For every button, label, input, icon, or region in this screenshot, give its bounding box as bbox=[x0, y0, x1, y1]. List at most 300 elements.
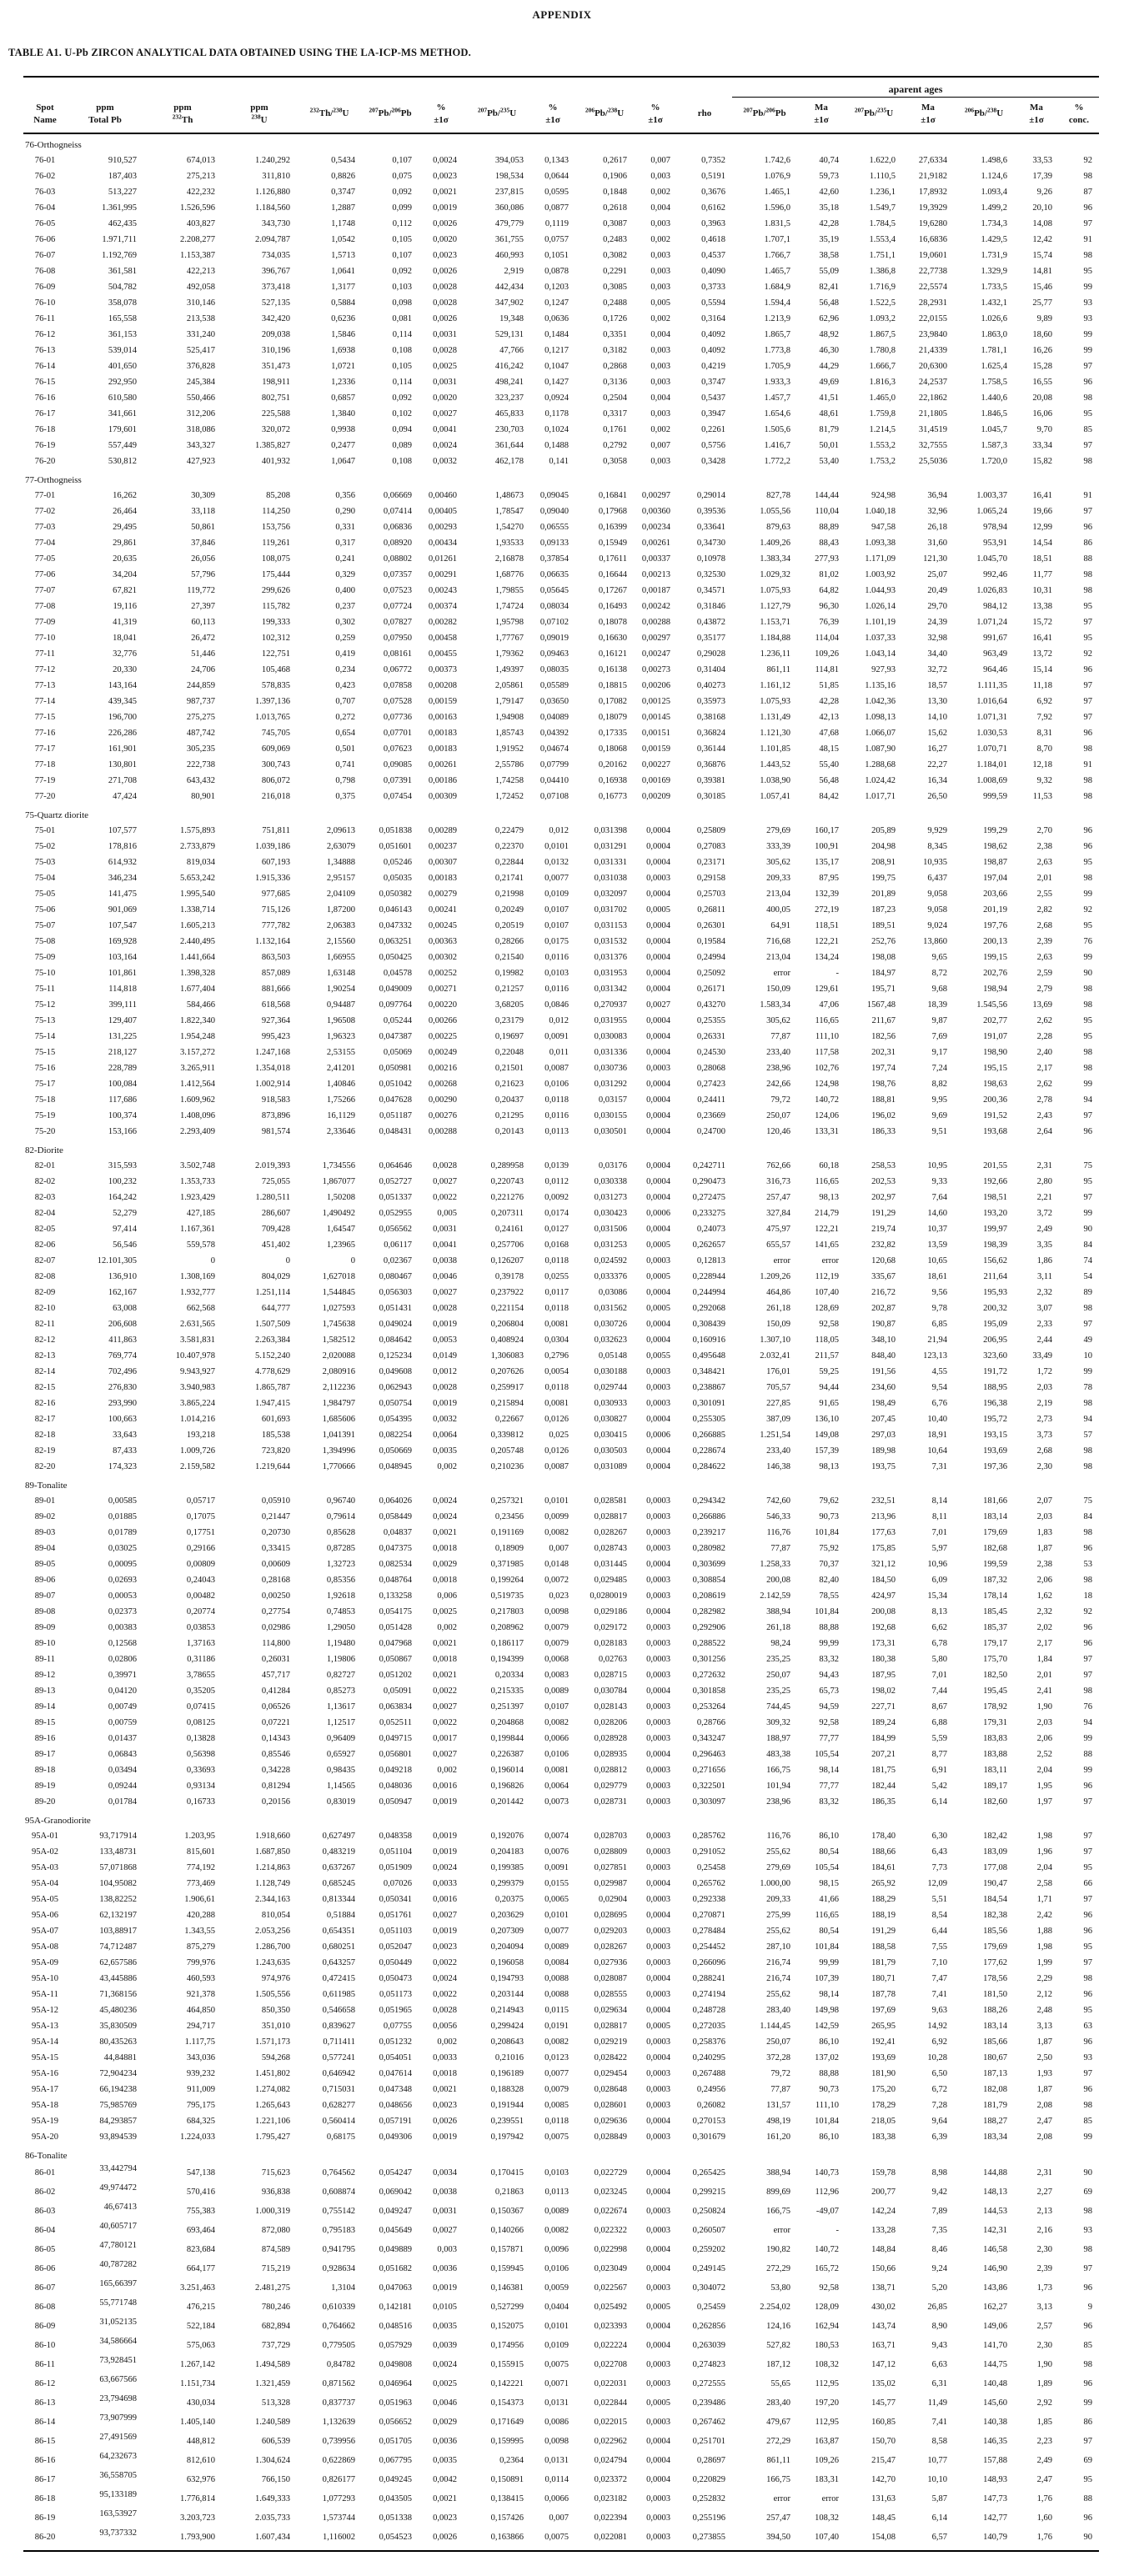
cell: 8,11 bbox=[932, 1511, 947, 1521]
cell: 59,25 bbox=[819, 1366, 839, 1376]
cell: 1.687,850 bbox=[255, 1847, 290, 1857]
cell: 0,2504 bbox=[603, 393, 627, 403]
cell: 0,09019 bbox=[539, 633, 569, 643]
cell: 3.157,272 bbox=[180, 1047, 215, 1057]
table-row bbox=[23, 823, 1099, 839]
cell: 1,867077 bbox=[322, 1176, 355, 1186]
cell: 195,45 bbox=[983, 1686, 1007, 1696]
cell: 179,17 bbox=[983, 1638, 1007, 1648]
cell: 341,661 bbox=[108, 408, 137, 418]
cell: 100,374 bbox=[108, 1110, 137, 1120]
cell: 2,63079 bbox=[326, 841, 355, 851]
cell: 1.013,765 bbox=[255, 712, 290, 722]
cell: 216,74 bbox=[766, 1957, 790, 1967]
cell: 0,051838 bbox=[379, 825, 412, 835]
cell: 114,818 bbox=[108, 984, 137, 994]
cell: 0,0131 bbox=[544, 2398, 569, 2408]
cell: 101,94 bbox=[766, 1781, 790, 1791]
cell: 250,07 bbox=[766, 2037, 790, 2047]
cell: 143,74 bbox=[871, 2321, 896, 2331]
cell: 0,022708 bbox=[594, 2359, 627, 2369]
cell: 16,06 bbox=[1032, 408, 1052, 418]
cell: 1.507,509 bbox=[255, 1319, 290, 1329]
section-label: 75-Quartz diorite bbox=[25, 809, 89, 820]
cell: 0,03086 bbox=[598, 1287, 627, 1297]
cell: 1,34888 bbox=[326, 857, 355, 867]
cell: 105,468 bbox=[261, 664, 290, 674]
cell: 190,82 bbox=[766, 2244, 790, 2254]
cell: 20,635 bbox=[113, 554, 137, 564]
cell: 79,72 bbox=[770, 2068, 790, 2078]
cell: 3,73 bbox=[1036, 1430, 1052, 1440]
cell: 0,04120 bbox=[108, 1686, 137, 1696]
cell: 0,1488 bbox=[544, 440, 569, 450]
cell: 9,26 bbox=[1036, 187, 1052, 197]
cell: 742,60 bbox=[766, 1496, 790, 1506]
cell: 10,96 bbox=[927, 1559, 947, 1569]
cell: 1,19480 bbox=[326, 1638, 355, 1648]
cell: 187,95 bbox=[871, 1670, 896, 1680]
cell: 315,593 bbox=[108, 1160, 137, 1170]
cell: 0,063251 bbox=[379, 936, 412, 946]
cell: 2,63 bbox=[1036, 857, 1052, 867]
cell: 1.338,714 bbox=[180, 905, 215, 915]
cell: 0,299424 bbox=[490, 2021, 524, 2031]
cell: 0,00759 bbox=[108, 1717, 137, 1727]
cell: 7,55 bbox=[931, 1942, 947, 1952]
cell: 1,19806 bbox=[326, 1654, 355, 1664]
table-row bbox=[23, 1364, 1099, 1380]
cell: 0,005 bbox=[650, 298, 670, 308]
cell: 0,39178 bbox=[494, 1271, 524, 1281]
cell: 0,022394 bbox=[594, 2513, 627, 2523]
cell: 0,0404 bbox=[544, 2302, 569, 2312]
cell: 0,0032 bbox=[433, 456, 457, 466]
spot-name: 89-08 bbox=[34, 1606, 56, 1616]
cell: 99 bbox=[1083, 1765, 1092, 1775]
cell: 0,299379 bbox=[490, 1878, 524, 1888]
cell: 98 bbox=[1083, 1000, 1092, 1010]
cell: 0,764562 bbox=[322, 2168, 355, 2178]
table-row bbox=[23, 997, 1099, 1013]
cell: 0,050341 bbox=[379, 1894, 412, 1904]
cell: 0,35177 bbox=[696, 633, 725, 643]
cell: 1,79147 bbox=[494, 696, 524, 706]
cell: 0,0098 bbox=[544, 1606, 569, 1616]
cell: 1.037,33 bbox=[865, 633, 896, 643]
table-section bbox=[23, 1810, 1099, 2145]
cell: 0,030933 bbox=[594, 1398, 627, 1408]
cell: 0,0091 bbox=[544, 1031, 569, 1041]
cell: 0,0003 bbox=[646, 1733, 670, 1743]
cell: 99 bbox=[1083, 1733, 1092, 1743]
cell: 0,00293 bbox=[428, 522, 457, 532]
table-row bbox=[23, 1045, 1099, 1060]
cell: 0,003 bbox=[650, 377, 670, 387]
cell: 0,0041 bbox=[433, 1240, 457, 1250]
cell: 0,31846 bbox=[696, 601, 725, 611]
cell: 261,18 bbox=[766, 1303, 790, 1313]
cell: 2.733,879 bbox=[180, 841, 215, 851]
cell: 416,242 bbox=[494, 361, 524, 371]
cell: 0,028731 bbox=[594, 1797, 627, 1807]
cell: 19,66 bbox=[1032, 506, 1052, 516]
cell: 1.184,560 bbox=[255, 203, 290, 213]
spot-name: 75-09 bbox=[34, 952, 56, 962]
cell: 99 bbox=[1083, 2398, 1092, 2408]
cell: 192,41 bbox=[871, 2037, 896, 2047]
cell: 10,40 bbox=[927, 1414, 947, 1424]
cell: 1.867,5 bbox=[869, 329, 896, 339]
cell: 0,795183 bbox=[322, 2225, 355, 2235]
cell: 77,77 bbox=[819, 1733, 839, 1743]
spot-name: 89-01 bbox=[34, 1496, 56, 1506]
cell: 0,495648 bbox=[692, 1351, 725, 1361]
cell: 0,208619 bbox=[692, 1591, 725, 1601]
cell: 0,00151 bbox=[641, 728, 670, 738]
cell: 16,26 bbox=[1032, 345, 1052, 355]
table-row bbox=[23, 2528, 1099, 2547]
cell: 20,49 bbox=[927, 585, 947, 595]
cell: 0,5756 bbox=[701, 440, 725, 450]
cell: 1.093,2 bbox=[869, 313, 896, 323]
cell: 183,14 bbox=[983, 1511, 1007, 1521]
cell: 1.587,3 bbox=[981, 440, 1007, 450]
cell: 0,0021 bbox=[433, 187, 457, 197]
column-header: $^{207}$Pb/$^{235}$U bbox=[477, 106, 517, 119]
cell: 0,98435 bbox=[326, 1765, 355, 1775]
cell: 114,800 bbox=[262, 1638, 290, 1648]
cell: 1.236,1 bbox=[869, 187, 896, 197]
cell: 9,65 bbox=[931, 952, 947, 962]
cell: 88,88 bbox=[819, 2068, 839, 2078]
spot-name: 86-20 bbox=[34, 2532, 56, 2542]
cell: 1.863,0 bbox=[981, 329, 1007, 339]
cell: 190,47 bbox=[983, 1878, 1007, 1888]
cell: 0,0036 bbox=[433, 2263, 457, 2273]
cell: 1,29050 bbox=[326, 1622, 355, 1632]
cell: 145,77 bbox=[871, 2398, 896, 2408]
cell: 47,424 bbox=[113, 791, 137, 801]
cell: 98,13 bbox=[819, 1192, 839, 1202]
cell: 0,0005 bbox=[646, 1240, 670, 1250]
cell: 147,12 bbox=[871, 2359, 896, 2369]
cell: 5,80 bbox=[931, 1654, 947, 1664]
cell: 1.385,827 bbox=[255, 440, 290, 450]
cell: 0,049009 bbox=[379, 984, 412, 994]
cell: 19,116 bbox=[113, 601, 137, 611]
cell: 1.131,49 bbox=[760, 712, 790, 722]
cell: 275,275 bbox=[186, 712, 215, 722]
cell: 9,56 bbox=[931, 1287, 947, 1297]
cell: 0,06117 bbox=[384, 1240, 412, 1250]
cell: 179,69 bbox=[983, 1527, 1007, 1537]
table-row bbox=[23, 1892, 1099, 1907]
cell: 0,051682 bbox=[379, 2263, 412, 2273]
table-row bbox=[23, 1731, 1099, 1747]
cell: 1.409,26 bbox=[760, 538, 790, 548]
table-section bbox=[23, 804, 1099, 1140]
cell: 0,029744 bbox=[594, 1382, 627, 1392]
cell: 16,55 bbox=[1032, 377, 1052, 387]
cell: 0,6857 bbox=[331, 393, 355, 403]
cell: 1.522,5 bbox=[869, 298, 896, 308]
cell: 20,330 bbox=[113, 664, 137, 674]
cell: 0,097764 bbox=[379, 1000, 412, 1010]
cell: 1,12517 bbox=[326, 1717, 355, 1727]
cell: 1.353,733 bbox=[180, 1176, 215, 1186]
cell: 84 bbox=[1083, 1240, 1092, 1250]
cell: 67,821 bbox=[113, 585, 137, 595]
cell: 0,0046 bbox=[433, 1271, 457, 1281]
spot-name: 95A-10 bbox=[31, 1973, 59, 1983]
cell: 0,02693 bbox=[108, 1575, 137, 1585]
cell: 0,00163 bbox=[428, 712, 457, 722]
cell: 180,71 bbox=[871, 1973, 896, 1983]
cell: 0,206804 bbox=[490, 1319, 524, 1329]
spot-name: 76-05 bbox=[34, 218, 56, 228]
cell: 0,272632 bbox=[692, 1670, 725, 1680]
cell: 0,0087 bbox=[544, 1063, 569, 1073]
cell: 0,304072 bbox=[692, 2283, 725, 2293]
cell: 42,13 bbox=[819, 712, 839, 722]
cell: 193,218 bbox=[186, 1430, 215, 1440]
cell: 0,204868 bbox=[490, 1717, 524, 1727]
cell: 0,0021 bbox=[433, 1527, 457, 1537]
cell: 460,593 bbox=[186, 1973, 215, 1983]
cell: 0,049218 bbox=[379, 1765, 412, 1775]
cell: 1.933,3 bbox=[764, 377, 790, 387]
cell: 0,00460 bbox=[428, 490, 457, 500]
cell: 199,97 bbox=[983, 1224, 1007, 1234]
cell: 0,94487 bbox=[326, 1000, 355, 1010]
cell: 0,25458 bbox=[696, 1862, 725, 1872]
cell: 181,50 bbox=[983, 1989, 1007, 1999]
cell: 987,737 bbox=[186, 696, 215, 706]
cell: 0,0103 bbox=[544, 2168, 569, 2178]
cell: 702,496 bbox=[108, 1366, 137, 1376]
cell: 133,48731 bbox=[99, 1847, 137, 1857]
cell: 69 bbox=[1083, 2455, 1092, 2465]
cell: 1,87 bbox=[1036, 1543, 1052, 1553]
cell: 9,78 bbox=[931, 1303, 947, 1313]
cell: 0,0255 bbox=[544, 1271, 569, 1281]
cell: 465,833 bbox=[494, 408, 524, 418]
cell: 0,228944 bbox=[692, 1271, 725, 1281]
table-row bbox=[23, 1828, 1099, 1844]
cell: 136,910 bbox=[108, 1271, 137, 1281]
cell: 213,96 bbox=[871, 1511, 896, 1521]
cell: 0,0032 bbox=[433, 1414, 457, 1424]
cell: 0,051965 bbox=[379, 2005, 412, 2015]
cell: 1.753,2 bbox=[869, 456, 896, 466]
cell: 0,0004 bbox=[646, 1047, 670, 1057]
cell: 0,0155 bbox=[544, 1878, 569, 1888]
cell: 0,0644 bbox=[544, 171, 569, 181]
cell: 0,01885 bbox=[108, 1511, 137, 1521]
cell: 0,250824 bbox=[692, 2206, 725, 2216]
cell: 0,0139 bbox=[544, 1160, 569, 1170]
cell: 881,666 bbox=[261, 984, 290, 994]
cell: 77,87 bbox=[770, 1543, 790, 1553]
cell: 0,028087 bbox=[594, 1973, 627, 1983]
cell: 921,378 bbox=[186, 1989, 215, 1999]
cell: 96 bbox=[1083, 377, 1092, 387]
table-row bbox=[23, 1332, 1099, 1348]
table-row bbox=[23, 725, 1099, 741]
cell: 1.795,427 bbox=[255, 2132, 290, 2142]
table-row bbox=[23, 374, 1099, 390]
cell: 0,003 bbox=[437, 2244, 457, 2254]
cell: 182,44 bbox=[871, 1781, 896, 1791]
cell: 462,435 bbox=[108, 218, 137, 228]
cell: 0,051428 bbox=[379, 1622, 412, 1632]
cell: 769,774 bbox=[108, 1351, 137, 1361]
cell: 0,080467 bbox=[379, 1271, 412, 1281]
cell: 186,35 bbox=[871, 1797, 896, 1807]
cell: 1.307,10 bbox=[760, 1335, 790, 1345]
cell: 10,10 bbox=[927, 2474, 947, 2484]
cell: 0,22667 bbox=[494, 1414, 524, 1424]
table-row bbox=[23, 438, 1099, 454]
cell: 0,24994 bbox=[696, 952, 725, 962]
table-row bbox=[23, 279, 1099, 295]
cell: 165,558 bbox=[108, 313, 137, 323]
cell: 179,31 bbox=[983, 1717, 1007, 1727]
cell: 166,75 bbox=[766, 2474, 790, 2484]
cell: 1,90254 bbox=[326, 984, 355, 994]
table-row bbox=[23, 1778, 1099, 1794]
cell: 2.631,565 bbox=[180, 1319, 215, 1329]
cell: 34,40 bbox=[927, 649, 947, 659]
cell: 0,0072 bbox=[544, 1575, 569, 1585]
cell: 1.075,93 bbox=[760, 696, 790, 706]
cell: 15,62 bbox=[927, 728, 947, 738]
cell: 0,029987 bbox=[594, 1878, 627, 1888]
cell: 124,06 bbox=[815, 1110, 839, 1120]
cell: 86,10 bbox=[819, 2037, 839, 2047]
cell: 0,292068 bbox=[692, 1303, 725, 1313]
cell: 136,10 bbox=[815, 1414, 839, 1424]
cell: 358,078 bbox=[108, 298, 137, 308]
cell: 145,60 bbox=[983, 2398, 1007, 2408]
spot-name: 76-03 bbox=[34, 187, 56, 197]
cell: 0,02986 bbox=[261, 1622, 290, 1632]
cell: 0,06555 bbox=[539, 522, 569, 532]
cell: 96,30 bbox=[819, 601, 839, 611]
cell: 74 bbox=[1083, 1255, 1092, 1265]
cell: 82,41 bbox=[819, 282, 839, 292]
cell: 0,0031 bbox=[433, 377, 457, 387]
cell: 0,1427 bbox=[544, 377, 569, 387]
cell: 57 bbox=[1083, 1430, 1092, 1440]
cell: 204,98 bbox=[871, 841, 896, 851]
cell: 56,546 bbox=[113, 1240, 137, 1250]
cell: 198,39 bbox=[983, 1240, 1007, 1250]
cell: 148,45 bbox=[871, 2513, 896, 2523]
cell: 0,0024 bbox=[433, 1496, 457, 1506]
cell: 55,40 bbox=[819, 759, 839, 769]
cell: 0,09463 bbox=[539, 649, 569, 659]
cell: 0,272475 bbox=[692, 1192, 725, 1202]
cell: 0,05246 bbox=[383, 857, 412, 867]
cell: 2,17 bbox=[1036, 1638, 1052, 1648]
cell: 709,428 bbox=[261, 1224, 290, 1234]
cell: 238,96 bbox=[766, 1063, 790, 1073]
cell: 202,53 bbox=[871, 1176, 896, 1186]
cell: 0,08035 bbox=[539, 664, 569, 674]
cell: 98 bbox=[1083, 2100, 1092, 2110]
cell: 1.915,336 bbox=[255, 873, 290, 883]
cell: 8,14 bbox=[931, 1496, 947, 1506]
cell: 143,86 bbox=[983, 2283, 1007, 2293]
cell: 0,08920 bbox=[383, 538, 412, 548]
spot-name: 75-05 bbox=[34, 889, 56, 899]
cell: 1,23965 bbox=[326, 1240, 355, 1250]
cell: 0,273855 bbox=[692, 2532, 725, 2542]
cell: 0,26171 bbox=[696, 984, 725, 994]
table-row bbox=[23, 2470, 1099, 2489]
cell: 202,76 bbox=[983, 968, 1007, 978]
cell: 140,73 bbox=[815, 2168, 839, 2178]
cell: 0,0022 bbox=[433, 1957, 457, 1967]
cell: 148,84 bbox=[871, 2244, 896, 2254]
cell: 464,86 bbox=[766, 1287, 790, 1297]
cell: 166,75 bbox=[766, 1765, 790, 1775]
cell: 0,21295 bbox=[494, 1110, 524, 1120]
cell: 0,96740 bbox=[326, 1496, 355, 1506]
cell: 0,254452 bbox=[692, 1942, 725, 1952]
cell: 163,71 bbox=[871, 2340, 896, 2350]
cell: 0,20249 bbox=[494, 905, 524, 915]
cell: 361,755 bbox=[494, 234, 524, 244]
cell: 0,00273 bbox=[641, 664, 670, 674]
cell: 88,88 bbox=[819, 1622, 839, 1632]
cell: 1,306083 bbox=[490, 1351, 524, 1361]
cell: 16,34 bbox=[927, 775, 947, 785]
cell: 0,0118 bbox=[544, 1303, 569, 1313]
cell: 15,28 bbox=[1032, 361, 1052, 371]
cell: 0,00297 bbox=[641, 490, 670, 500]
cell: 715,126 bbox=[261, 905, 290, 915]
cell: 0,2868 bbox=[603, 361, 627, 371]
cell: 98 bbox=[1083, 1446, 1092, 1456]
table-row bbox=[23, 2451, 1099, 2470]
table-row bbox=[23, 1174, 1099, 1190]
cell: 0,87285 bbox=[326, 1543, 355, 1553]
cell: 218,127 bbox=[108, 1047, 137, 1057]
cell: 0,0004 bbox=[646, 2455, 670, 2465]
cell: 0,06635 bbox=[539, 569, 569, 579]
cell: 0,05589 bbox=[539, 680, 569, 690]
cell: 1.494,589 bbox=[255, 2359, 290, 2369]
cell: 1.002,914 bbox=[255, 1079, 290, 1089]
cell: 0,00279 bbox=[428, 889, 457, 899]
cell: 228,789 bbox=[108, 1063, 137, 1073]
cell: 0,21741 bbox=[494, 873, 524, 883]
cell: 0,0016 bbox=[433, 1781, 457, 1791]
cell: 0,174956 bbox=[490, 2340, 524, 2350]
cell: 396,767 bbox=[261, 266, 290, 276]
cell: 0,3963 bbox=[701, 218, 725, 228]
table-row bbox=[23, 2082, 1099, 2097]
cell: 0,5884 bbox=[331, 298, 355, 308]
cell: 0,29166 bbox=[186, 1543, 215, 1553]
cell: 183,11 bbox=[983, 1765, 1007, 1775]
cell: 0,199264 bbox=[490, 1575, 524, 1585]
cell: 0,0116 bbox=[544, 984, 569, 994]
cell: 0,215335 bbox=[490, 1686, 524, 1696]
